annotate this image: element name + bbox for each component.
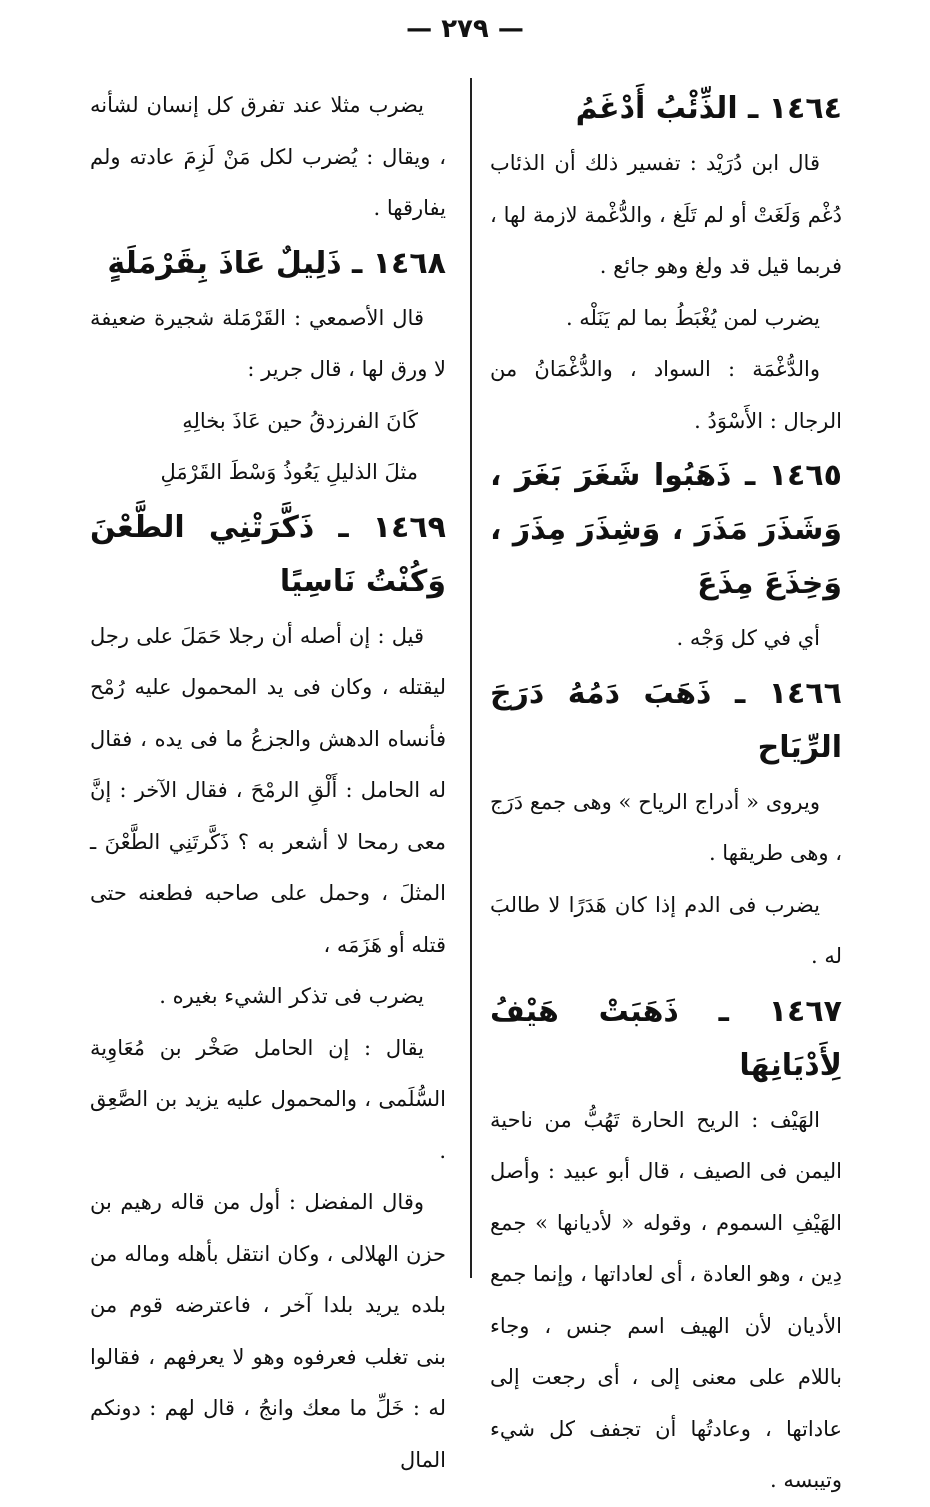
page-number: — ٢٧٩ — [406,14,524,44]
entry-1469-usage: يضرب فى تذكر الشيء بغيره . [159,984,424,1008]
entry-1467-continuation: يضرب مثلا عند تفرق كل إنسان لشأنه ، ويقال : يُضرب لكل مَنْ لَزِمَ عادته ولم يفارقها . [90,93,446,220]
entry-1469-origin-story: وقال المفضل : أول من قاله رهيم بن حزن الهلالى ، وكان انتقل بأهله وماله من بلده يريد بلدا آخر ، فاعترضه قوم من بنى تغلب فعرفوه وهو لا يعرفهم ، فقالوا له : خَلِّ ما معك وانجُ ، قال لهم : دونكم المال [90,1190,446,1472]
entry-1467-paragraph: الهَيْف : الريح الحارة تَهُبُّ من ناحية اليمن فى الصيف ، قال أبو عبيد : وأصل الهَيْفِ السموم ، وقوله « لأديانها » جمع دِين ، وهو العادة ، أى لعاداتها ، وإنما جمع الأديان لأن الهيف اسم جنس ، وجاء باللام على معنى إلى ، أى رجعت إلى عاداتها ، وعادتُها أن تجفف كل شيء وتيبسه . [490,1107,842,1492]
entry-heading-1464: ١٤٦٤ ـ الذِّئْبُ أَدْغَمُ [575,91,842,126]
right-column [490,80,842,1507]
entry-1464-usage: يضرب لمن يُغْبَطُ بما لم يَنَلْه . [565,305,820,330]
entry-1468-verse-line-2: مثلَ الذليلِ يَعُوذُ وَسْطَ القَرْمَلِ [160,460,418,484]
entry-1466-usage: يضرب فى الدم إذا كان هَدَرًا لا طالبَ له . [490,892,842,968]
entry-heading-1467: ١٤٦٧ ـ ذَهَبَتْ هَيْفُ لِأَدْيَانِهَا [490,993,842,1083]
entry-1464-paragraph: قال ابن دُرَيْد : تفسير ذلك أن الذئاب دُغْم وَلَغَتْ أو لم تَلَغ ، والدُّغْمة لازمة لها ، فربما قيل قد ولغ وهو جائع . [490,151,842,278]
entry-1464-definition: والدُّغْمَة : السواد ، والدُّغْمَانُ من الرجال : الأَسْوَدُ . [490,357,842,433]
entry-heading-1468: ١٤٦٨ ـ ذَلِيلٌ عَاذَ بِقَرْمَلَةٍ [107,245,446,281]
entry-1465-paragraph: أي في كل وَجْه . [676,626,820,650]
entry-1468-paragraph: قال الأصمعي : القَرْمَلة شجيرة ضعيفة لا ورق لها ، قال جرير : [90,305,446,381]
entry-heading-1465: ١٤٦٥ ـ ذَهَبُوا شَغَرَ بَغَرَ ، وَشَذَرَ مَذَرَ ، وَشِذَرَ مِذَرَ ، وَخِذَعَ مِذَعَ [490,458,842,601]
left-column [90,80,446,1486]
entry-heading-1469: ١٤٦٩ ـ ذَكَّرَتْنِي الطَّعْنَ وَكُنْتُ نَاسِيًا [90,509,446,599]
entry-heading-1466: ١٤٦٦ ـ ذَهَبَ دَمُهُ دَرَجَ الرِّيَاح [490,675,842,765]
entry-1468-verse-line-1: كَانَ الفرزدقُ حين عَاذَ بخالِهِ [182,408,418,433]
column-divider [470,78,472,1278]
entry-1469-paragraph: قيل : إن أصله أن رجلا حَمَلَ على رجل ليقتله ، وكان فى يد المحمول عليه رُمْح فأنساه الدهش والجزعُ ما فى يده ، فقال له الحامل : أَلْقِ الرمْحَ ، فقال الآخر : إنَّ معى رمحا لا أشعر به ؟ ذَكَّرتَنِي الطَّعْنَ ـ المثلَ ، وحمل على صاحبه فطعنه حتى قتله أو هَزَمَه ، [90,623,446,957]
entry-1466-paragraph: ويروى « أدراج الرياح » وهى جمع دَرَج ، وهى طريقها . [490,789,842,865]
entry-1469-attribution: يقال : إن الحامل صَخْر بن مُعَاوِية السُّلَمى ، والمحمول عليه يزيد بن الصَّعِق . [90,1035,446,1163]
